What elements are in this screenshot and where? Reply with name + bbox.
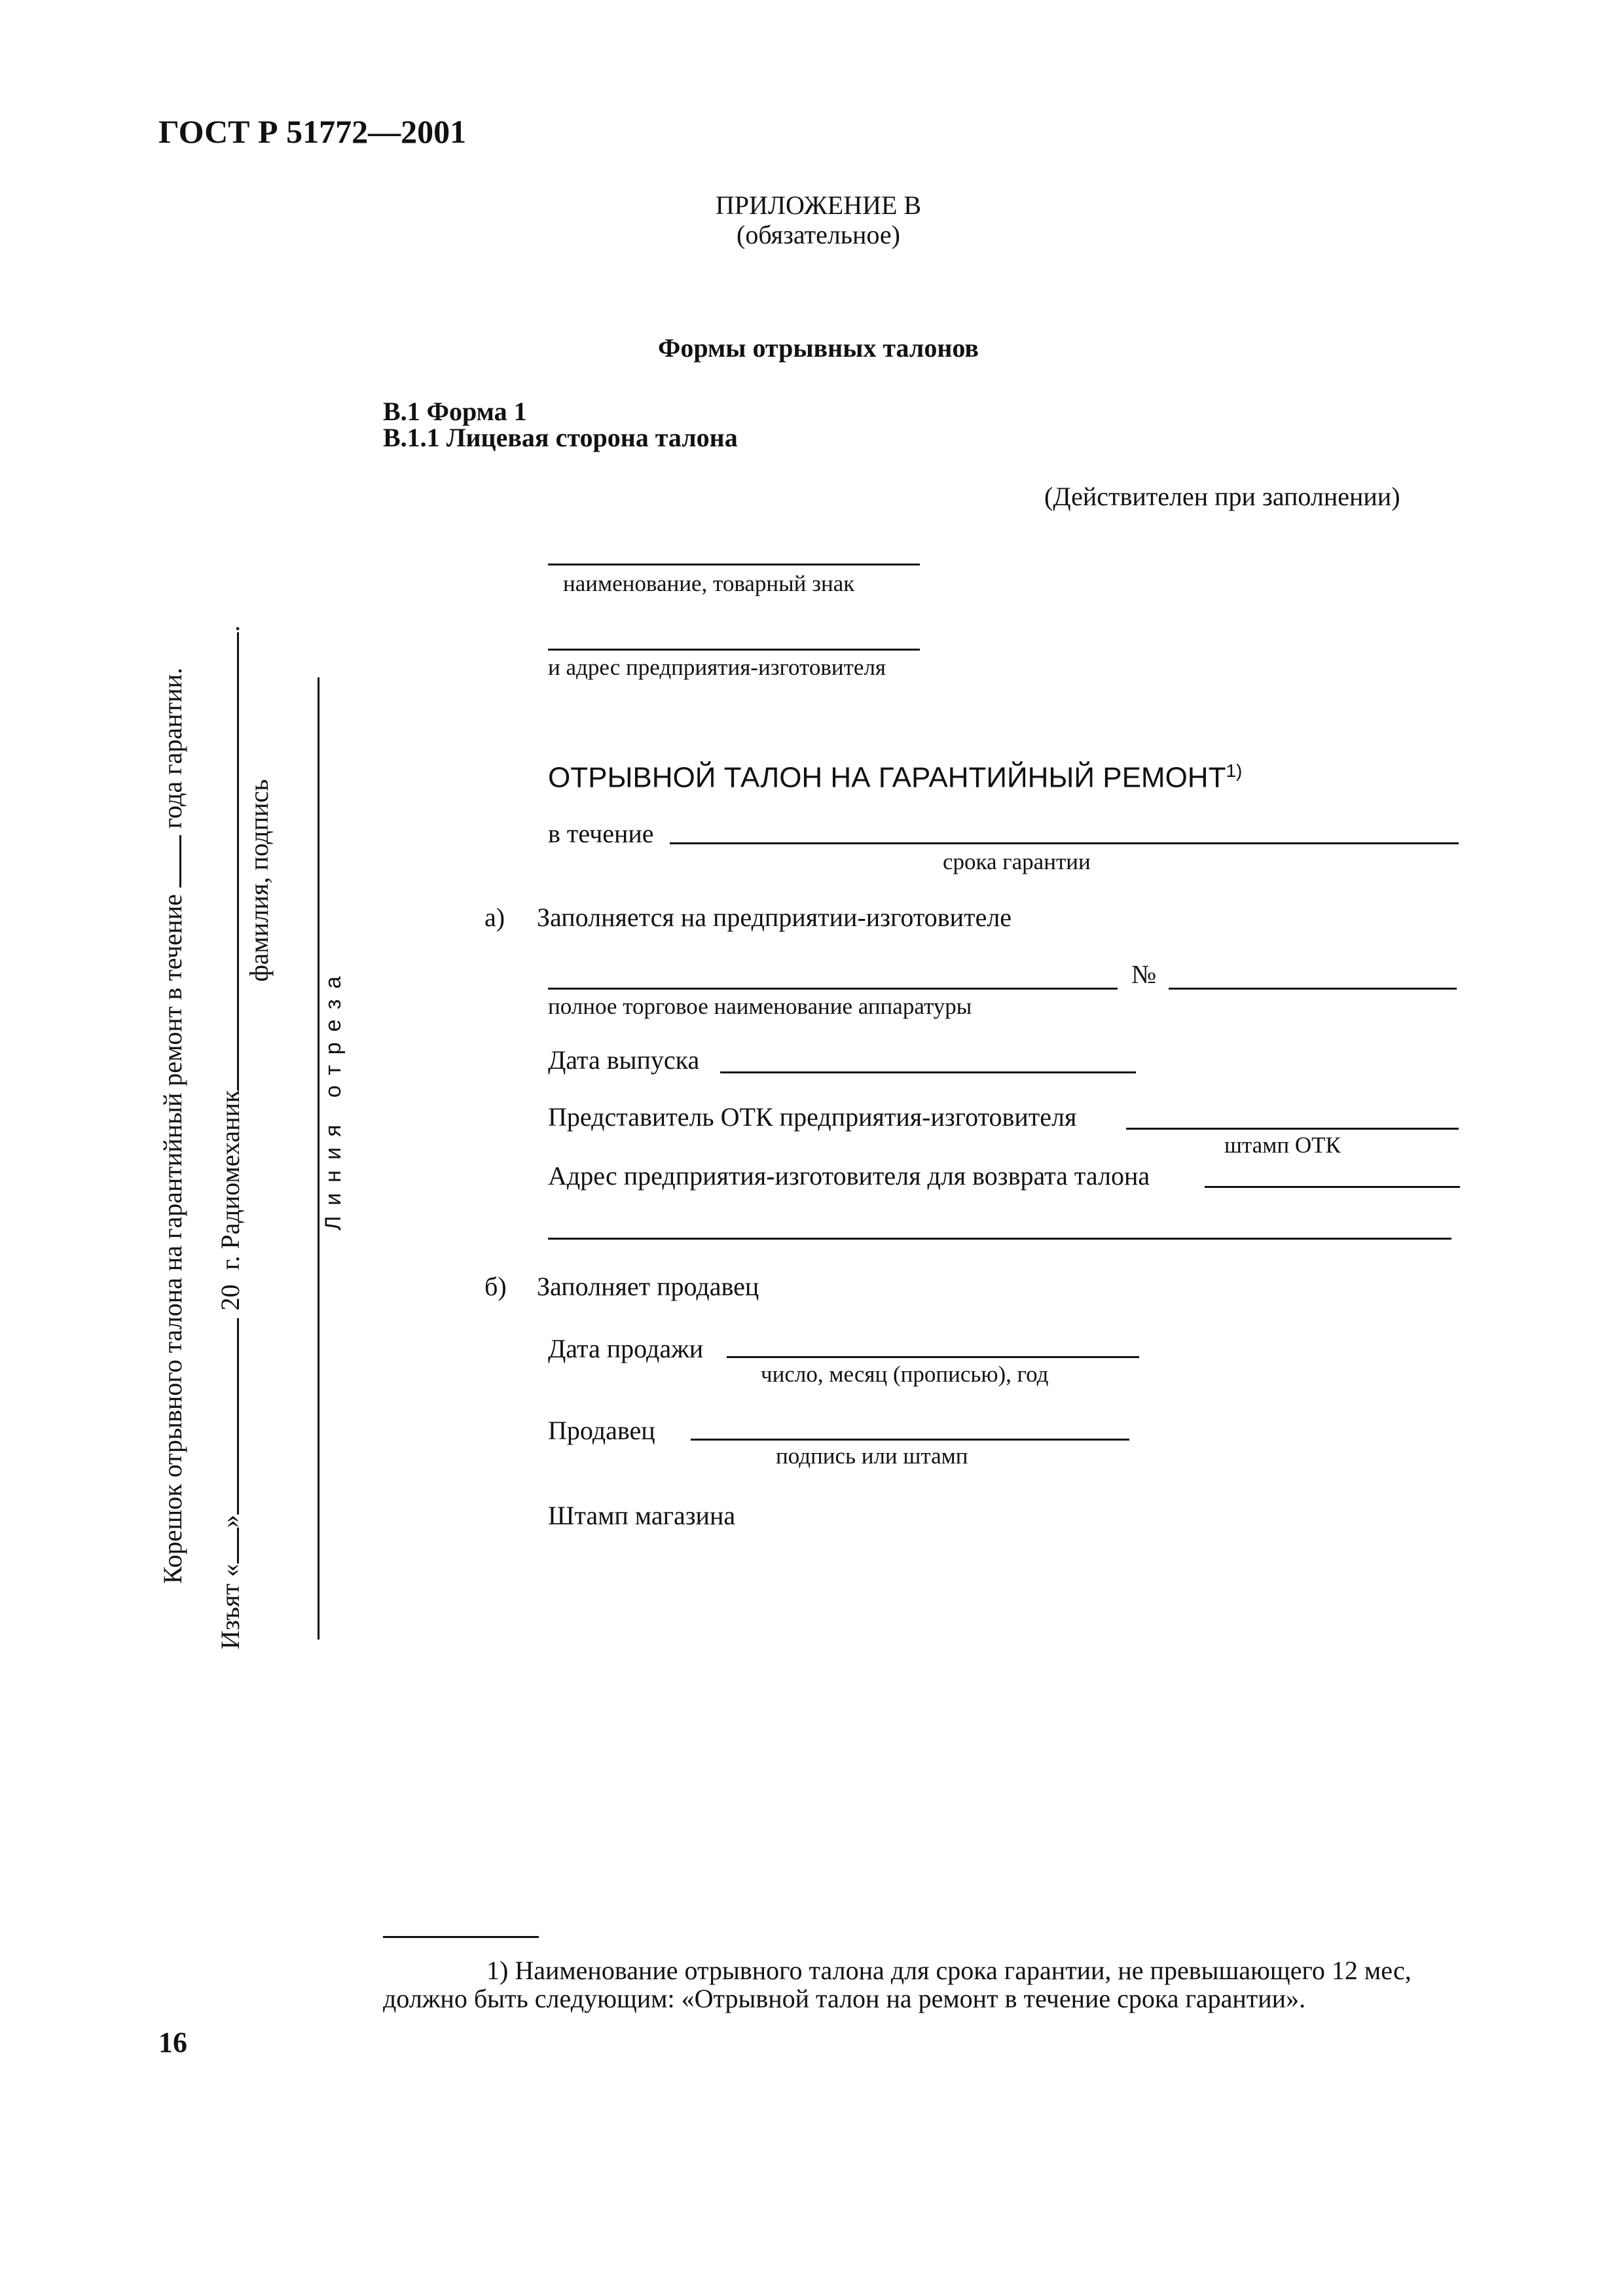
stub-taken-label: Изъят «	[215, 1564, 245, 1649]
page-number: 16	[158, 2026, 187, 2058]
seller-line	[691, 1439, 1129, 1441]
address-blank-line	[548, 649, 920, 651]
during-blank-line	[670, 842, 1459, 844]
stub-line-1-end: года гарантии.	[158, 668, 187, 829]
appendix-status: (обязательное)	[737, 220, 900, 249]
cut-line-label: Линия отреза	[321, 965, 346, 1230]
address-caption: и адрес предприятия-изготовителя	[548, 655, 886, 680]
stub-line-1-text: Корешок отрывного талона на гарантийный ремонт в течение	[158, 894, 187, 1584]
sale-date-line	[727, 1356, 1139, 1358]
stub-line-2	[215, 626, 246, 1649]
stub-mechanic-label: г. Радиомеханик	[215, 1090, 245, 1270]
footnote-line-1: 1) Наименование отрывного талона для срока гарантии, не превышающего 12 мес,	[486, 1956, 1412, 1985]
section-title: Формы отрывных талонов	[657, 333, 979, 363]
cut-line	[318, 677, 319, 1640]
sale-date-label: Дата продажи	[548, 1334, 704, 1363]
coupon-title-text: ОТРЫВНОЙ ТАЛОН НА ГАРАНТИЙНЫЙ РЕМОНТ	[548, 761, 1226, 794]
section-b-title: Заполняет продавец	[537, 1272, 759, 1301]
section-a-marker: а)	[484, 903, 505, 932]
number-sign: №	[1131, 960, 1157, 989]
product-caption: полное торговое наименование аппаратуры	[548, 994, 972, 1019]
stub-year-prefix: 20	[215, 1284, 245, 1311]
form-heading: В.1 Форма 1	[383, 397, 527, 426]
footnote-rule	[383, 1936, 539, 1938]
form-subheading: В.1.1 Лицевая сторона талона	[383, 423, 738, 452]
stub-quote-close: »	[215, 1515, 245, 1528]
release-date-line	[720, 1071, 1136, 1073]
otk-rep-label: Представитель ОТК предприятия-изготовителя	[548, 1102, 1077, 1132]
section-a-title: Заполняется на предприятии-изготовителе	[537, 903, 1012, 932]
store-stamp-label: Штамп магазина	[548, 1501, 736, 1530]
footnote-line-2: должно быть следующим: «Отрывной талон на ремонт в течение срока гарантии».	[383, 1984, 1306, 2013]
serial-number-line	[1169, 988, 1457, 990]
appendix-title: ПРИЛОЖЕНИЕ В	[715, 190, 922, 220]
section-b-marker: б)	[484, 1272, 507, 1301]
stub-period: .	[215, 625, 245, 632]
coupon-title	[548, 761, 1242, 795]
validity-note: (Действителен при заполнении)	[1044, 482, 1400, 511]
release-date-label: Дата выпуска	[548, 1045, 700, 1075]
during-caption: срока гарантии	[943, 849, 1091, 874]
during-label: в течение	[548, 819, 654, 848]
stub-line-1	[157, 668, 188, 1584]
stub-day-blank	[236, 1528, 239, 1564]
name-caption: наименование, товарный знак	[563, 571, 855, 596]
name-blank-line	[548, 564, 920, 565]
seller-caption: подпись или штамп	[776, 1443, 968, 1469]
return-address-line-1	[1205, 1186, 1460, 1188]
stub-month-blank	[236, 1318, 239, 1515]
sale-date-caption: число, месяц (прописью), год	[761, 1361, 1049, 1387]
stub-years-blank	[179, 835, 181, 888]
product-name-line	[548, 988, 1118, 990]
coupon-title-footnote-mark: 1)	[1226, 761, 1243, 781]
seller-label: Продавец	[548, 1416, 655, 1445]
stub-mechanic-blank	[236, 632, 239, 1090]
otk-rep-line	[1126, 1128, 1459, 1130]
return-address-line-2	[548, 1238, 1451, 1240]
document-standard-number: ГОСТ Р 51772—2001	[158, 113, 467, 150]
otk-stamp-caption: штамп ОТК	[1224, 1132, 1341, 1158]
return-address-label: Адрес предприятия-изготовителя для возврата талона	[548, 1161, 1150, 1191]
stub-signature-caption: фамилия, подпись	[244, 779, 274, 982]
